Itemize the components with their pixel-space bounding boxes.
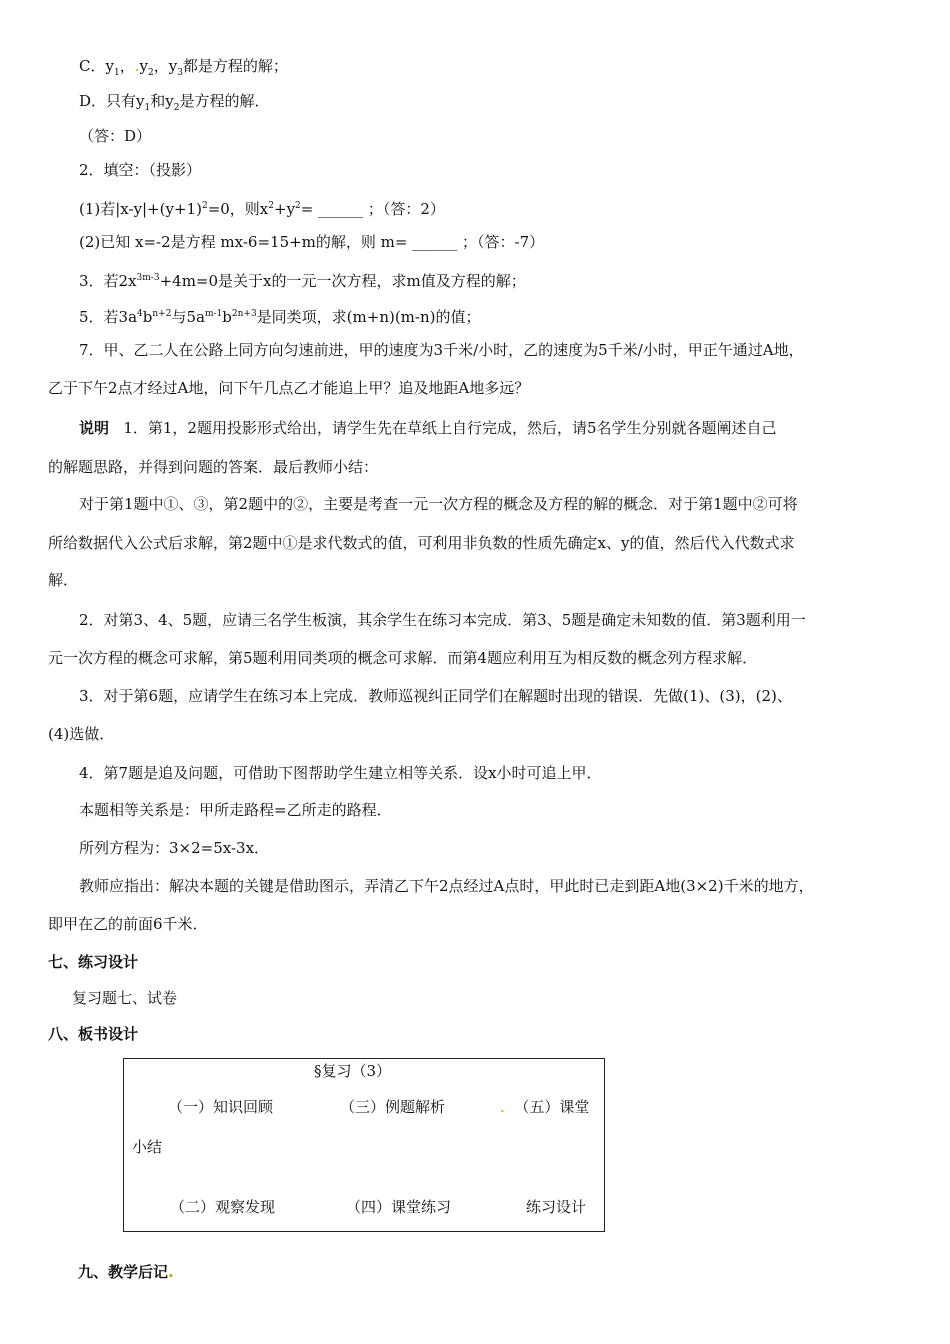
board-item-3: （三）例题解析 bbox=[340, 1098, 446, 1116]
answer-1: （答：D） bbox=[79, 127, 152, 145]
question-7-line-1: 7．甲、乙二人在公路上同方向匀速前进，甲的速度为3千米/小时，乙的速度为5千米/小时，甲正午通过A地， bbox=[79, 341, 804, 359]
explain-3-line-2: 元一次方程的概念可求解，第5题利用同类项的概念可求解．而第4题应利用互为相反数的概念列方程求解． bbox=[48, 649, 758, 667]
board-title: §复习（3） bbox=[314, 1062, 392, 1080]
explain-4-line-2: (4)选做． bbox=[48, 725, 115, 743]
explain-2-line-3: 解． bbox=[48, 571, 79, 589]
board-item-5: . （五）课堂 bbox=[500, 1098, 590, 1116]
explain-1-line-2: 的解题思路，并得到问题的答案．最后教师小结： bbox=[48, 458, 379, 476]
explain-1-text: 1．第1，2题用投影形式给出，请学生先在草纸上自行完成，然后，请5名学生分别就各题阐述自己 bbox=[123, 419, 777, 437]
explain-1-line-1 bbox=[79, 418, 777, 438]
teacher-note-line-2: 即甲在乙的前面6千米． bbox=[48, 915, 208, 933]
board-item-5-cont: 小结 bbox=[132, 1138, 163, 1156]
question-2-2: (2)已知 x=-2是方程 mx-6=15+m的解，则 m= ______ ；（答：-7） bbox=[79, 233, 545, 251]
explain-5: 4．第7题是追及问题，可借助下图帮助学生建立相等关系．设x小时可追上甲． bbox=[79, 764, 602, 782]
option-c: C．$y_1$，$.y_2$，$y_3$都是方程的解； bbox=[79, 57, 288, 78]
section-7-body: 复习题七、试卷 bbox=[72, 989, 178, 1007]
question-3: 3．若$2x^{3m-3}+4m=0$是关于x的一元一次方程，求m值及方程的解； bbox=[79, 272, 526, 290]
board-design-box bbox=[123, 1058, 605, 1232]
question-2-1: (1)若$|x-y|+(y+1)^2=0$，则$x^2+y^2=$ ______ ；（答：2） bbox=[79, 200, 445, 218]
equal-relation: 本题相等关系是：甲所走路程=乙所走的路程． bbox=[79, 801, 392, 819]
section-8-heading: 八、板书设计 bbox=[48, 1025, 139, 1043]
explain-4-line-1: 3．对于第6题，应请学生在练习本上完成．教师巡视纠正同学们在解题时出现的错误．先做(1)、(3)，(2)、 bbox=[79, 687, 792, 705]
explain-label: 说明 bbox=[79, 419, 110, 437]
board-item-1: （一）知识回顾 bbox=[168, 1098, 274, 1116]
explain-2-line-1: 对于第1题中①、③，第2题中的②，主要是考查一元一次方程的概念及方程的解的概念．对于第1题中②可将 bbox=[79, 495, 798, 513]
section-9-heading: 九、教学后记. bbox=[78, 1263, 174, 1281]
board-item-4: （四）课堂练习 bbox=[346, 1198, 452, 1216]
teacher-note-line-1: 教师应指出：解决本题的关键是借助图示，弄清乙下午2点经过A点时，甲此时已走到距A地(3×2)千米的地方， bbox=[79, 877, 814, 895]
option-d: D．只有$y_1$和$y_2$是方程的解． bbox=[79, 92, 270, 113]
question-2-title: 2．填空：（投影） bbox=[79, 161, 202, 179]
explain-3-line-1: 2．对第3、4、5题，应请三名学生板演，其余学生在练习本完成．第3、5题是确定未知数的值．第3题利用一 bbox=[79, 611, 806, 629]
equation: 所列方程为：3×2=5x-3x． bbox=[79, 839, 270, 857]
section-7-heading: 七、练习设计 bbox=[48, 953, 139, 971]
board-item-2: （二）观察发现 bbox=[170, 1198, 276, 1216]
question-5: 5．若$3a^4b^{n+2}$与$5a^{m-1}b^{2n+3}$是同类项，求(m+n)(m-n)的值； bbox=[79, 308, 481, 326]
question-7-line-2: 乙于下午2点才经过A地，问下午几点乙才能追上甲？追及地距A地多远？ bbox=[48, 379, 530, 397]
explain-2-line-2: 所给数据代入公式后求解，第2题中①是求代数式的值，可利用非负数的性质先确定x、y的值，然后代入代数式求 bbox=[48, 534, 795, 552]
board-item-6: 练习设计 bbox=[526, 1198, 587, 1216]
